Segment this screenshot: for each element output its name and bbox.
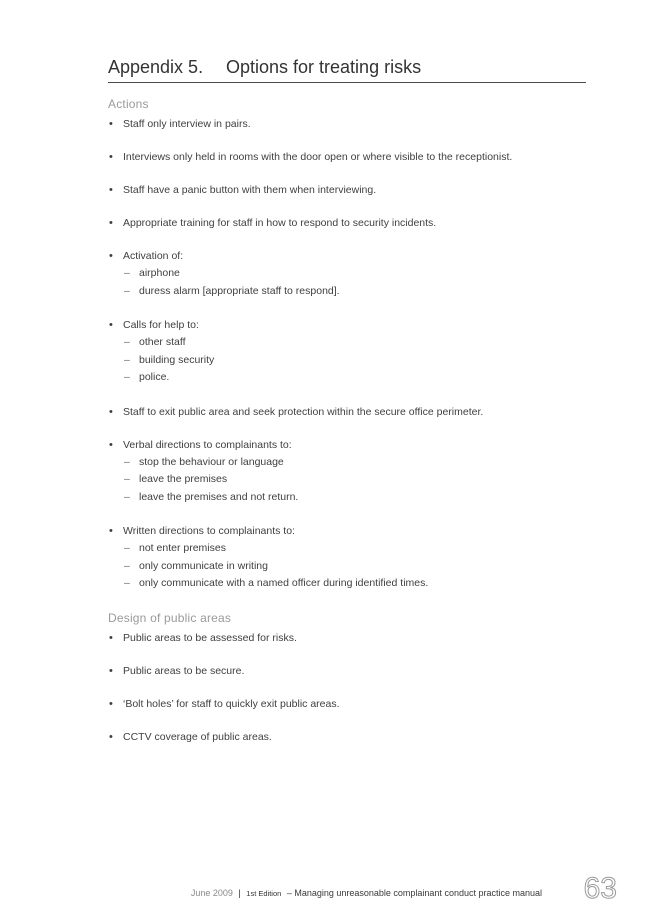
design-list <box>108 630 588 745</box>
list-item <box>108 696 588 712</box>
appendix-label: Appendix 5. <box>108 57 204 77</box>
sub-list-item: – police. <box>123 369 588 387</box>
list-item-text: Staff to exit public area and seek protection within the secure office perimeter. <box>123 405 484 418</box>
list-item <box>108 182 588 198</box>
sub-list-item: – only communicate in writing <box>123 558 588 576</box>
list-item <box>108 437 588 507</box>
section-heading-design: Design of public areas <box>108 610 232 625</box>
sub-list <box>123 454 588 507</box>
list-item <box>108 404 588 420</box>
list-item-text: Appropriate training for staff in how to respond to security incidents. <box>123 217 437 229</box>
list-item-text: Interviews only held in rooms with the door open or where visible to the receptionist. <box>123 151 513 163</box>
sub-list-item: – airphone <box>123 265 588 283</box>
actions-list <box>108 116 588 593</box>
page-header <box>108 56 586 83</box>
sub-list-item: – leave the premises <box>123 471 588 489</box>
list-item <box>108 116 588 132</box>
list-item-text: CCTV coverage of public areas. <box>123 730 272 743</box>
list-item-text: Written directions to complainants to: <box>123 525 295 537</box>
list-item <box>108 149 588 165</box>
footer-text <box>191 888 542 898</box>
sub-list <box>123 540 588 593</box>
list-item-text: Staff only interview in pairs. <box>123 118 251 130</box>
sub-list-item: – building security <box>123 352 588 370</box>
list-item-text: Staff have a panic button with them when interviewing. <box>123 184 377 196</box>
sub-list <box>123 265 588 300</box>
sub-list-item: – stop the behaviour or language <box>123 454 588 472</box>
list-item <box>108 630 588 646</box>
list-item <box>108 215 588 231</box>
list-item-text: Verbal directions to complainants to: <box>123 438 292 451</box>
list-item <box>108 729 588 745</box>
list-item <box>108 248 588 300</box>
sub-list <box>123 334 588 387</box>
page-number: 63 <box>583 872 617 905</box>
list-item-text: Calls for help to: <box>123 319 199 331</box>
list-item <box>108 523 588 593</box>
footer-separator: | <box>238 888 241 898</box>
sub-list-item: – other staff <box>123 334 588 352</box>
list-item-text: Activation of: <box>123 250 184 262</box>
list-item <box>108 663 588 679</box>
sub-list-item: – leave the premises and not return. <box>123 489 588 507</box>
page-title: Options for treating risks <box>226 57 422 77</box>
list-item-text: ‘Bolt holes’ for staff to quickly exit public areas. <box>123 697 340 710</box>
footer-title: – Managing unreasonable complainant conduct practice manual <box>286 888 542 898</box>
main-content <box>108 96 588 762</box>
page-footer <box>0 872 649 908</box>
sub-list-item: – duress alarm [appropriate staff to respond]. <box>123 283 588 301</box>
footer-date: June 2009 <box>190 888 233 898</box>
sub-list-item: – not enter premises <box>123 540 588 558</box>
sub-list-item: – only communicate with a named officer during identified times. <box>123 575 588 593</box>
section-heading-actions: Actions <box>108 97 149 111</box>
list-item-text: Public areas to be secure. <box>123 664 245 677</box>
list-item <box>108 317 588 387</box>
list-item-text: Public areas to be assessed for risks. <box>123 631 297 644</box>
footer-edition: 1st Edition <box>246 889 282 898</box>
